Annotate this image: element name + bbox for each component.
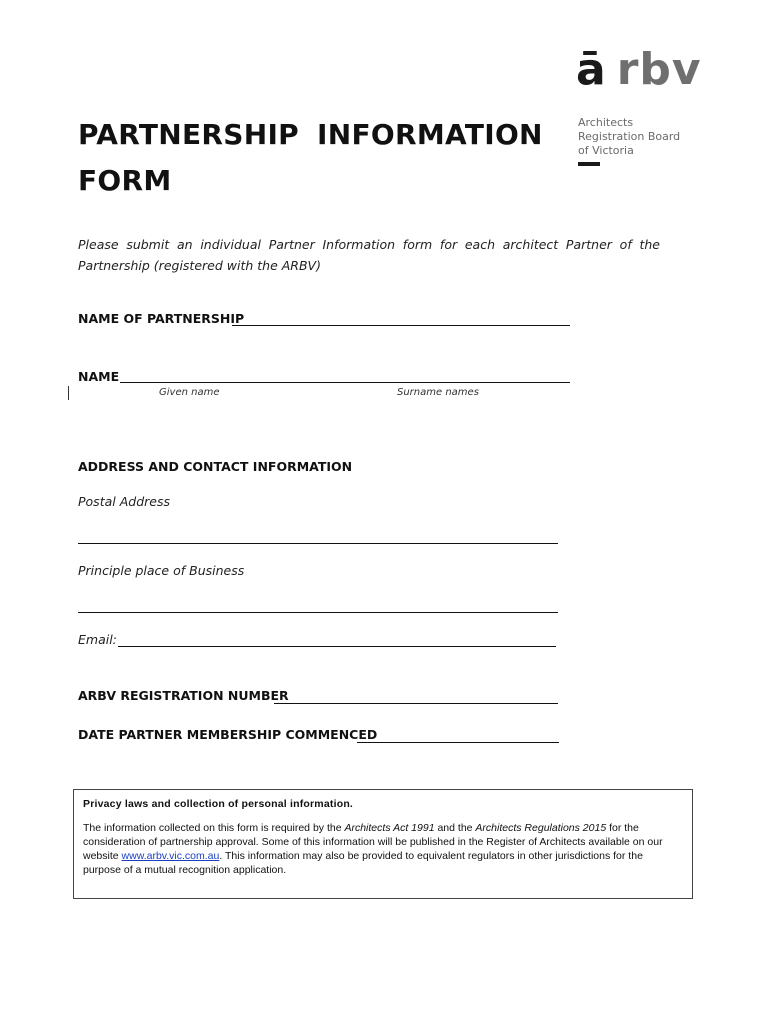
- privacy-notice-box: [73, 789, 693, 899]
- membership-date-field[interactable]: [357, 742, 559, 743]
- registration-number-label: ARBV REGISTRATION NUMBER: [78, 688, 289, 703]
- partnership-name-field[interactable]: [232, 325, 570, 326]
- partnership-name-label: NAME OF PARTNERSHIP: [78, 311, 245, 326]
- logo-line-3: of Victoria: [578, 144, 634, 157]
- privacy-act-1: Architects Act 1991: [344, 822, 435, 834]
- text-cursor: [68, 386, 69, 400]
- privacy-act-2: Architects Regulations 2015: [475, 822, 607, 834]
- membership-date-label: DATE PARTNER MEMBERSHIP COMMENCED: [78, 727, 378, 742]
- postal-address-label: Postal Address: [78, 494, 170, 509]
- logo-line-2: Registration Board: [578, 130, 681, 143]
- given-name-hint: Given name: [159, 387, 220, 398]
- intro-text: Please submit an individual Partner Information form for each architect Partner of the Partnership (registered with the ARBV): [78, 237, 660, 273]
- postal-address-field[interactable]: [78, 543, 558, 544]
- email-label: Email:: [78, 632, 117, 647]
- logo-letter-a: ā: [576, 44, 607, 95]
- name-label: NAME: [78, 369, 120, 384]
- privacy-heading: Privacy laws and collection of personal information.: [83, 798, 354, 810]
- email-field[interactable]: [118, 646, 556, 647]
- privacy-text-2: and the: [434, 822, 476, 834]
- logo-underline-bar: [578, 162, 600, 166]
- arbv-logo-mark: [576, 44, 702, 95]
- business-address-label: Principle place of Business: [78, 563, 245, 578]
- arbv-logo-text: [578, 116, 708, 158]
- privacy-text-4: . This information may also be provided to equivalent regulators in other jurisdictions for the purpose of a mutual recognition application.: [83, 850, 643, 876]
- privacy-body: [83, 821, 683, 877]
- privacy-text-3: for the consideration of partnership approval. Some of this information will be published in the Register of Architects available on our website: [83, 822, 663, 862]
- address-heading: ADDRESS AND CONTACT INFORMATION: [78, 459, 353, 474]
- business-address-field[interactable]: [78, 612, 558, 613]
- privacy-text-1: The information collected on this form is required by the: [83, 822, 345, 834]
- logo-letters-rbv: rbv: [616, 44, 702, 95]
- arbv-website-link[interactable]: www.arbv.vic.com.au: [121, 850, 220, 862]
- page-title: PARTNERSHIP INFORMATION FORM: [78, 118, 543, 197]
- name-field[interactable]: [120, 382, 570, 383]
- registration-number-field[interactable]: [274, 703, 558, 704]
- logo-line-1: Architects: [578, 116, 634, 129]
- surname-hint: Surname names: [397, 387, 479, 398]
